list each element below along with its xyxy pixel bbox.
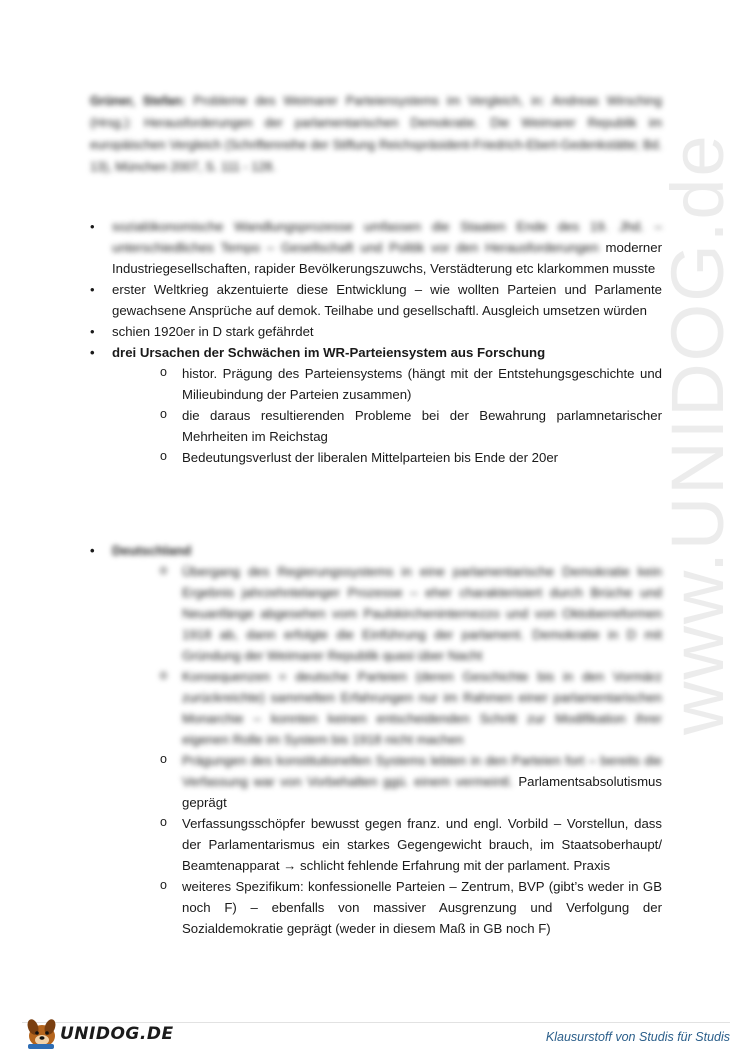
sub-list-item: o Bedeutungsverlust der liberalen Mittelparteien bis Ende der 20er <box>182 447 662 468</box>
item-text: moderner Industriegesellschaften, rapider Bevölkerungszuwchs, Verstädterung etc klarkommen musste <box>112 240 662 276</box>
item-text: drei Ursachen der Schwächen im WR-Parteiensystem aus Forschung <box>112 345 546 360</box>
footer-tagline: Klausurstoff von Studis für Studis <box>545 1030 730 1044</box>
watermark: www.UNIDOG.de <box>656 133 739 735</box>
sub-list-item: o Übergang des Regierungssystems in eine parlamentarische Demokratie kein Ergebnis jahrzehntelanger Prozesse – eher charakterisiert durch Brüche und Neuanfänge abgesehen vom Paulskircheninternezzo und von Oktoberreformen 1918 ab, dann erfolgte die Einführung der parlament. Demokratie in D mit Gründung der Weimarer Republik quasi über Nacht <box>182 561 662 666</box>
list-item <box>112 540 662 939</box>
reference-author: Grüner, Stefan: <box>90 94 186 108</box>
sub-list-item <box>182 750 662 813</box>
list-item <box>112 342 662 468</box>
section-heading: Deutschland <box>112 543 192 558</box>
sub-list-item: o weiteres Spezifikum: konfessionelle Parteien – Zentrum, BVP (gibt’s weder in GB noch F) – ebenfalls von massiver Ausgrenzung und Verfolgung der Sozialdemokratie geprägt (weder in diesem Maß in GB noch F) <box>182 876 662 939</box>
item-text: Parlamentsabsolutismus geprägt <box>182 774 662 810</box>
sub-list-item: o Konsequenzen = deutsche Parteien (deren Geschichte bis in den Vormärz zurückreichte) sammelten Erfahrungen nur im Rahmen einer parlamentarischen Monarchie – konnten keinen entscheidenden Schritt zur Modifikation ihrer eigenen Rolle im System bis 1918 nicht machen <box>182 666 662 750</box>
logo-text: UNIDOG.DE <box>60 1024 174 1044</box>
list-item: • erster Weltkrieg akzentuierte diese Entwicklung – wie wollten Parteien und Parlamente gewachsene Ansprüche auf demok. Teilhabe und gesellschaftl. Ausgleich umsetzen würden <box>112 279 662 321</box>
blurred-text: Prägungen des konstitutionellen Systems lebten in den Parteien fort – bereits die Verfassung war von Vorbehalten ggü. einem vermeintl. <box>182 753 662 789</box>
bullet-list-1 <box>112 216 662 468</box>
reference-text: Probleme des Weimarer Parteiensystems im Vergleich, in: Andreas Wirsching (Hrsg.): Herausforderungen der parlamentarischen Demokratie. Die Weimarer Republik im europäischen Vergleich (Schriftenreihe der Stiftung Reichspräsident-Friedrich-Ebert-Gedenkstätte; Bd. 13), München 2007, S. 111 - 128. <box>90 94 662 174</box>
sub-list-item: o die daraus resultierenden Probleme bei der Bewahrung parlamnetarischer Mehrheiten im Reichstag <box>182 405 662 447</box>
sub-list-item: o histor. Prägung des Parteiensystems (hängt mit der Entstehungsgeschichte und Milieubindung der Parteien zusammen) <box>182 363 662 405</box>
bullet-list-2 <box>112 540 662 939</box>
list-item <box>112 216 662 279</box>
list-item: • schien 1920er in D stark gefährdet <box>112 321 662 342</box>
blurred-text: sozialökonomische Wandlungsprozesse umfassen die Staaten Ende des 19. Jhd. – unterschiedliches Tempo – Gesellschaft und Politik vor den Herausforderungen <box>112 219 662 255</box>
reference-citation <box>90 90 662 178</box>
sub-list-item: o Verfassungsschöpfer bewusst gegen franz. und engl. Vorbild – Vorstellun, dass der Parlamentarismus ein starkes Gegengewicht brauch, im Staatsoberhaupt/ Beamtenapparat → schlicht fehlende Erfahrung mit der parlament. Praxis <box>182 813 662 876</box>
sub-list <box>182 561 662 939</box>
sub-list <box>182 363 662 468</box>
